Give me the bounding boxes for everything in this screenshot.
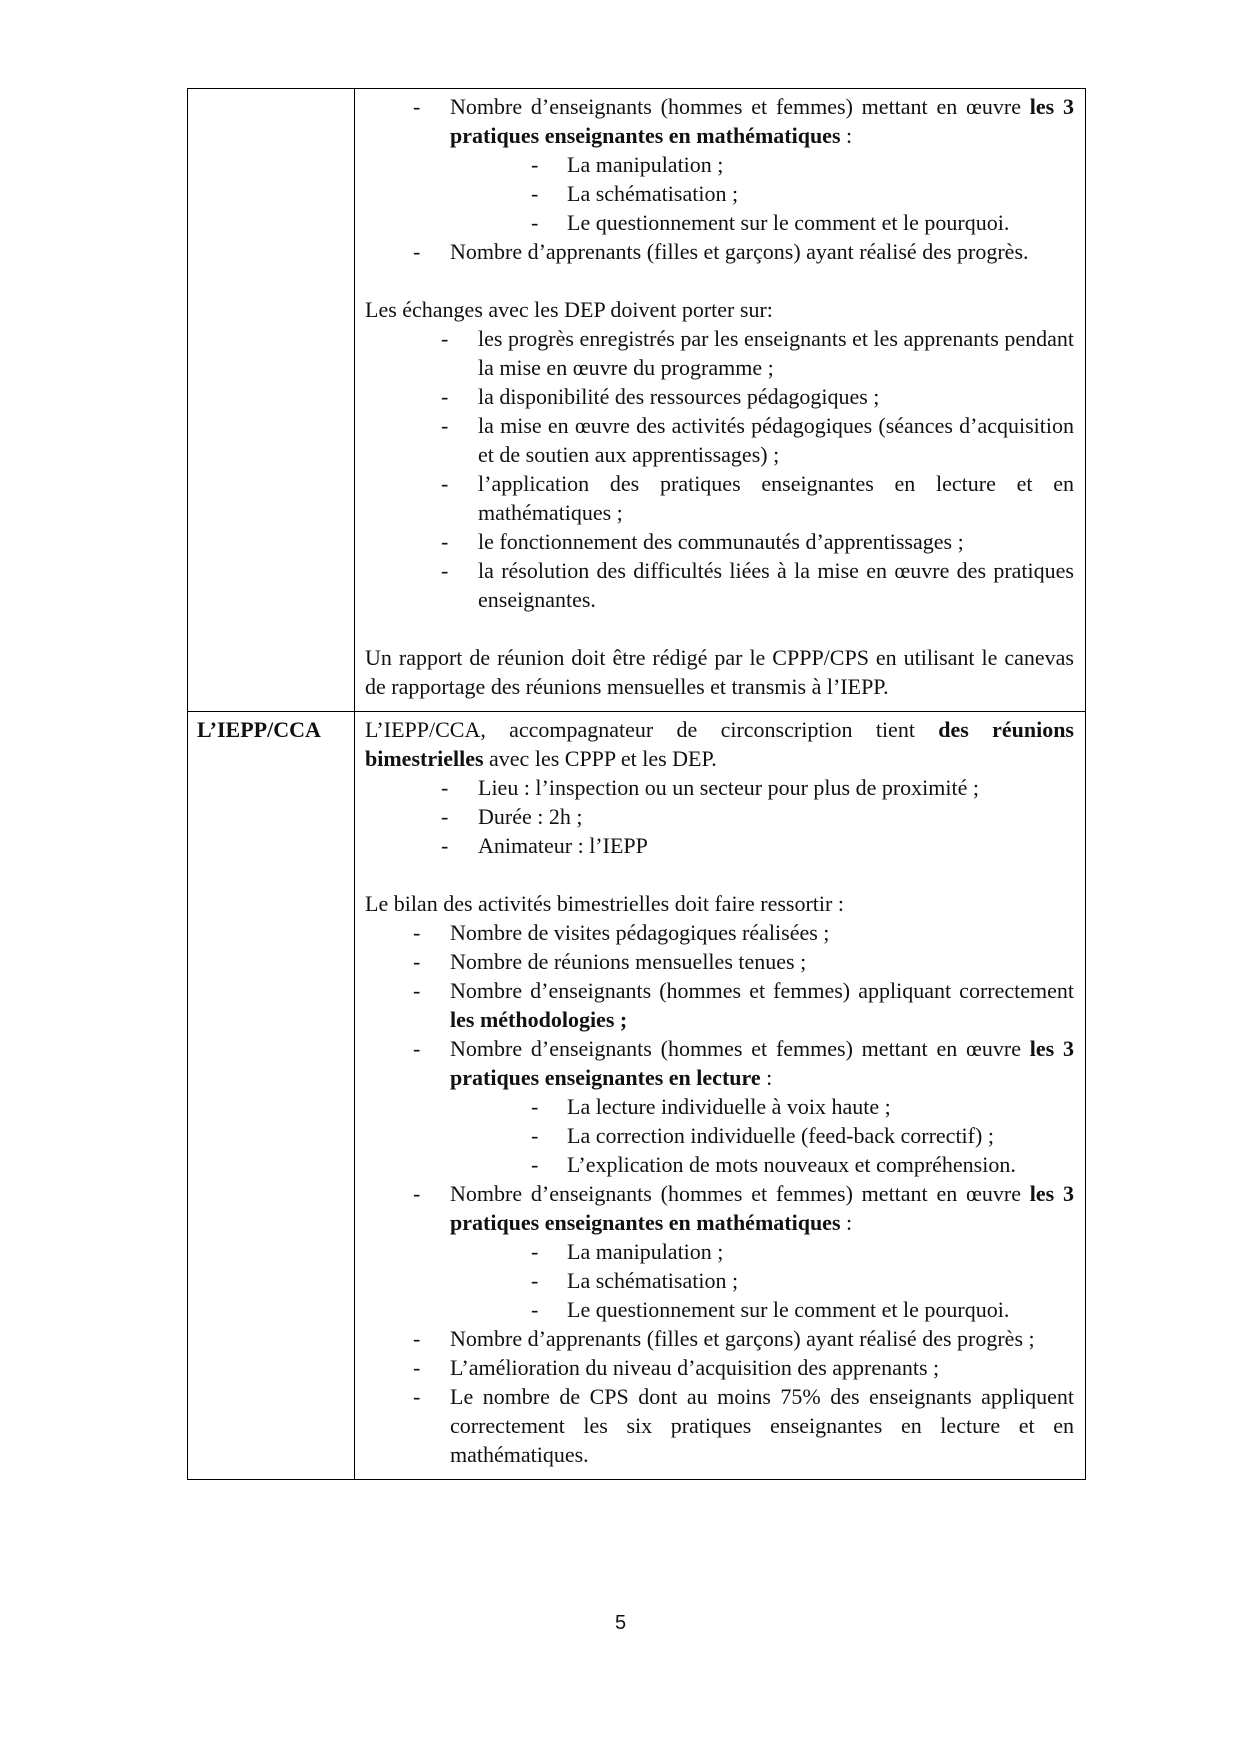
bullet-dash: - <box>441 558 449 583</box>
bullet-dash: - <box>413 1181 421 1206</box>
bullet-dash: - <box>413 239 421 264</box>
description-cell <box>355 712 1086 1480</box>
table-row <box>188 712 1086 1480</box>
bullet-dash: - <box>531 1094 539 1119</box>
list-subitem: - La lecture individuelle à voix haute ; <box>531 1094 891 1119</box>
bullet-dash: - <box>413 1326 421 1351</box>
report-paragraph: Un rapport de réunion doit être rédigé par le CPPP/CPS en utilisant le canevas de rapportage des réunions mensuelles et transmis à l’IEPP. <box>365 645 1074 699</box>
bullet-dash: - <box>531 210 539 235</box>
bullet-dash: - <box>413 1384 421 1409</box>
list-subitem: - La schématisation ; <box>531 1268 739 1293</box>
list-item: - Lieu : l’inspection ou un secteur pour plus de proximité ; <box>441 775 980 800</box>
bullet-dash: - <box>531 1239 539 1264</box>
list-subitem: - La correction individuelle (feed-back correctif) ; <box>531 1123 994 1148</box>
list-subitem: - L’explication de mots nouveaux et compréhension. <box>531 1152 1016 1177</box>
list-item: - le fonctionnement des communautés d’apprentissages ; <box>441 529 964 554</box>
bullet-dash: - <box>441 804 449 829</box>
bullet-dash: - <box>531 1297 539 1322</box>
bullet-dash: - <box>441 775 449 800</box>
table-row <box>188 89 1086 712</box>
role-label: L’IEPP/CCA <box>197 717 321 742</box>
bullet-dash: - <box>531 1268 539 1293</box>
intro-paragraph: L’IEPP/CCA, accompagnateur de circonscription tient des réunions bimestrielles avec les CPPP et les DEP. <box>365 717 1074 771</box>
list-item: - Nombre d’apprenants (filles et garçons) ayant réalisé des progrès. <box>413 239 1029 264</box>
description-cell <box>355 89 1086 712</box>
list-item: - la résolution des difficultés liées à la mise en œuvre des pratiques enseignantes. <box>441 558 1074 612</box>
role-cell <box>188 712 355 1480</box>
list-subitem: - Le questionnement sur le comment et le pourquoi. <box>531 1297 1010 1322</box>
list-item: - Durée : 2h ; <box>441 804 583 829</box>
list-subitem: - Le questionnement sur le comment et le pourquoi. <box>531 210 1010 235</box>
list-item: - Nombre d’enseignants (hommes et femmes) appliquant correctement les méthodologies ; <box>413 978 1074 1032</box>
bullet-dash: - <box>441 471 449 496</box>
bullet-dash: - <box>441 326 449 351</box>
list-item: - Le nombre de CPS dont au moins 75% des enseignants appliquent correctement les six pratiques enseignantes en lecture et en mathématiques. <box>413 1384 1074 1467</box>
dep-intro: Les échanges avec les DEP doivent porter sur: <box>365 297 773 322</box>
bullet-dash: - <box>413 978 421 1003</box>
bullet-dash: - <box>413 920 421 945</box>
list-item: - l’application des pratiques enseignantes en lecture et en mathématiques ; <box>441 471 1074 525</box>
list-item: - L’amélioration du niveau d’acquisition des apprenants ; <box>413 1355 940 1380</box>
list-item: - Nombre d’apprenants (filles et garçons) ayant réalisé des progrès ; <box>413 1326 1035 1351</box>
bullet-dash: - <box>441 529 449 554</box>
list-subitem: - La schématisation ; <box>531 181 739 206</box>
page-number: 5 <box>614 1612 627 1634</box>
list-subitem: - La manipulation ; <box>531 152 724 177</box>
responsibilities-table <box>187 88 1086 1480</box>
bullet-dash: - <box>441 833 449 858</box>
list-item: - la disponibilité des ressources pédagogiques ; <box>441 384 880 409</box>
bilan-intro: Le bilan des activités bimestrielles doit faire ressortir : <box>365 891 844 916</box>
bullet-dash: - <box>413 94 421 119</box>
bullet-dash: - <box>441 413 449 438</box>
bullet-dash: - <box>413 949 421 974</box>
bullet-dash: - <box>531 1123 539 1148</box>
bullet-dash: - <box>531 152 539 177</box>
list-item: - Animateur : l’IEPP <box>441 833 648 858</box>
list-item: - Nombre de réunions mensuelles tenues ; <box>413 949 807 974</box>
role-cell <box>188 89 355 712</box>
bullet-dash: - <box>531 1152 539 1177</box>
bullet-dash: - <box>413 1355 421 1380</box>
list-item: - la mise en œuvre des activités pédagogiques (séances d’acquisition et de soutien aux apprentissages) ; <box>441 413 1074 467</box>
list-item: - Nombre d’enseignants (hommes et femmes) mettant en œuvre les 3 pratiques enseignantes en mathématiques : <box>413 94 1074 148</box>
list-item: - Nombre d’enseignants (hommes et femmes) mettant en œuvre les 3 pratiques enseignantes en lecture : <box>413 1036 1074 1090</box>
bullet-dash: - <box>441 384 449 409</box>
role-label <box>188 89 354 92</box>
list-item: - Nombre de visites pédagogiques réalisées ; <box>413 920 830 945</box>
list-item: - Nombre d’enseignants (hommes et femmes) mettant en œuvre les 3 pratiques enseignantes en mathématiques : <box>413 1181 1074 1235</box>
bullet-dash: - <box>413 1036 421 1061</box>
bullet-dash: - <box>531 181 539 206</box>
list-item: - les progrès enregistrés par les enseignants et les apprenants pendant la mise en œuvre du programme ; <box>441 326 1074 380</box>
list-subitem: - La manipulation ; <box>531 1239 724 1264</box>
